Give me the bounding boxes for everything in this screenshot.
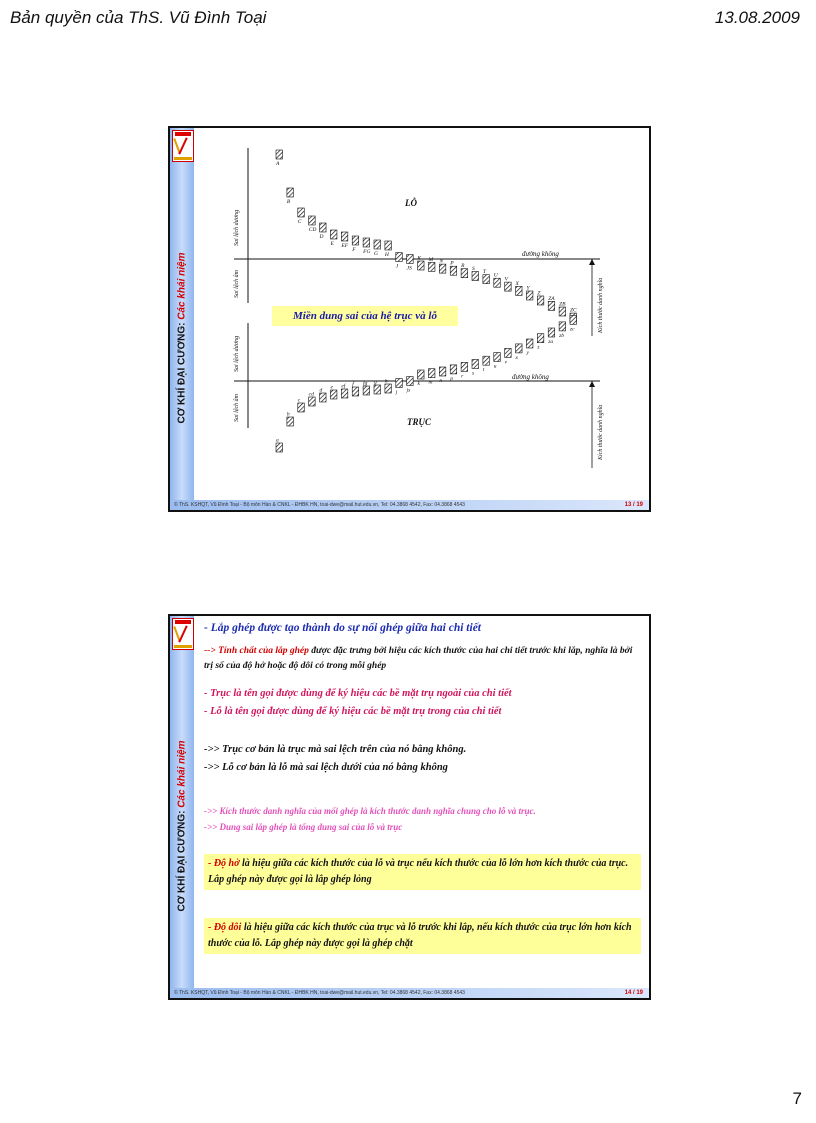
shaft-r-letter: r [461, 373, 464, 380]
hole-v-zone [505, 282, 512, 291]
hole-j-zone [396, 253, 403, 262]
shaft-f-letter: f [352, 381, 354, 388]
shaft-ef-zone [341, 389, 348, 398]
hole-p-zone [450, 266, 457, 275]
shaft-zc-zone [570, 315, 577, 324]
hole-r-letter: R [461, 263, 465, 270]
text-line-3: - Trục là tên gọi được dùng để ký hiệu các bề mặt trụ ngoài của chi tiết [204, 688, 512, 699]
hole-z-letter: Z [537, 290, 541, 297]
axis-upper-pos-label: Sai lệch dương [234, 209, 240, 246]
shaft-zc-letter: zc [570, 326, 575, 333]
hole-ef-zone [341, 232, 348, 241]
shaft-p-zone [450, 365, 457, 374]
shaft-t-zone [483, 356, 490, 365]
shaft-v-zone [505, 348, 512, 357]
hole-e-zone [330, 230, 337, 239]
hole-k-zone [418, 261, 425, 270]
hole-u-letter: U [493, 272, 498, 279]
hole-x-zone [516, 286, 523, 295]
shaft-u-zone [494, 353, 501, 362]
hole-n-letter: N [439, 258, 444, 265]
hole-h-letter: H [384, 252, 389, 258]
shaft-n-zone [439, 367, 446, 376]
shaft-j-letter: j [395, 389, 398, 396]
shaft-u-letter: u [493, 363, 497, 370]
hole-c-letter: C [297, 219, 302, 225]
hole-m-zone [428, 262, 435, 271]
shaft-g-letter: g [374, 379, 377, 386]
hole-y-zone [526, 291, 533, 300]
hole-z-zone [537, 296, 544, 305]
hole-v-letter: V [504, 276, 509, 283]
shaft-cd-zone [309, 397, 316, 406]
slide-number: 13 / 19 [624, 502, 643, 508]
shaft-e-letter: e [330, 384, 333, 391]
shaft-js-zone [407, 377, 414, 386]
hole-cd-zone [309, 216, 316, 225]
shaft-k-zone [418, 370, 425, 379]
hole-f-letter: F [352, 247, 356, 253]
slide-number: 14 / 19 [624, 990, 643, 996]
hole-m-letter: M [428, 256, 434, 263]
shaft-m-letter: m [428, 379, 433, 386]
text-line-7: ->> Kích thước danh nghĩa của mối ghép là kích thước danh nghĩa chung cho lỗ và trục. [204, 806, 536, 816]
hole-ef-letter: EF [341, 243, 349, 249]
slide-sidebar [170, 128, 194, 510]
shaft-k-letter: k [417, 381, 421, 387]
text-line-5: ->> Trục cơ bản là trục mà sai lệch trên của nó bằng không. [204, 744, 467, 755]
shaft-v-letter: v [504, 359, 508, 366]
hole-zc-letter: ZC [570, 307, 577, 314]
diagram-caption: Miền dung sai của hệ trục và lỗ [272, 306, 458, 326]
shaft-fg-zone [363, 386, 370, 395]
shaft-g-zone [374, 385, 381, 394]
axis-upper-neg-label: Sai lệch âm [234, 270, 240, 298]
shaft-label: TRỤC [407, 417, 432, 427]
shaft-p-letter: p [450, 375, 453, 382]
hole-label: LỖ [405, 198, 417, 208]
shaft-ef-letter: ef [341, 383, 346, 390]
hole-n-zone [439, 264, 446, 273]
slide-14 [168, 614, 651, 1000]
shaft-d-zone [320, 393, 327, 402]
hole-fg-letter: FG [363, 249, 371, 255]
slide-13 [168, 126, 651, 512]
hole-r-zone [461, 269, 468, 278]
zero-line-label-lower: đường không [512, 373, 549, 381]
shaft-z-letter: z [537, 344, 540, 351]
hole-js-letter: JS [406, 265, 412, 272]
shaft-y-letter: y [526, 350, 529, 356]
shaft-n-letter: n [439, 378, 443, 384]
page-number: 7 [792, 1089, 802, 1108]
shaft-a-zone [276, 443, 283, 452]
hole-y-letter: Y [526, 285, 530, 292]
hole-f-zone [352, 236, 359, 245]
shaft-cd-letter: cd [308, 391, 314, 398]
shaft-h-zone [385, 384, 392, 393]
slide-footer: © ThS. KSHQT, Vũ Đình Toại - Bộ môn Hàn & CNKL - ĐHBK HN, toai-dwe@mail.hut.edu.vn, Tel: 04.3868 4542, Fax: 04.3868 4543 14 / 19 [170, 988, 649, 998]
shaft-zb-letter: zb [559, 332, 565, 339]
shaft-r-zone [461, 362, 468, 371]
hole-za-zone [548, 301, 555, 310]
shaft-t-letter: t [482, 367, 485, 374]
shaft-b-zone [287, 417, 294, 426]
text-line-6: ->> Lỗ cơ bản là lỗ mà sai lệch dưới của nó bằng không [204, 762, 448, 773]
hole-x-letter: X [515, 280, 519, 287]
hole-c-zone [298, 208, 305, 217]
shaft-s-letter: s [472, 370, 475, 377]
shaft-b-letter: b [286, 411, 290, 418]
hole-s-letter: S [472, 266, 475, 272]
shaft-h-letter: h [384, 378, 388, 385]
hole-d-letter: D [319, 234, 324, 240]
shaft-x-letter: x [515, 354, 519, 361]
hole-za-letter: ZA [548, 295, 555, 302]
shaft-js-letter: js [406, 387, 411, 394]
shaft-fg-letter: fg [363, 380, 368, 387]
hole-zb-zone [559, 307, 566, 316]
shaft-d-letter: d [319, 387, 323, 394]
hole-s-zone [472, 272, 479, 281]
hole-d-zone [320, 223, 327, 232]
hole-zb-letter: ZB [559, 301, 566, 308]
slide-14-content [200, 616, 643, 988]
axis-lower-pos-label: Sai lệch dương [234, 335, 240, 372]
slide-footer: © ThS. KSHQT, Vũ Đình Toại - Bộ môn Hàn & CNKL - ĐHBK HN, toai-dwe@mail.hut.edu.vn, Tel: 04.3868 4542, Fax: 04.3868 4543 13 / 19 [170, 500, 649, 510]
shaft-za-letter: za [548, 339, 554, 345]
hole-p-letter: P [450, 260, 454, 267]
hole-e-letter: E [330, 241, 334, 247]
sidebar-title: CƠ KHÍ ĐẠI CƯƠNG: Các khái niệm [176, 740, 188, 912]
text-line-4: - Lỗ là tên gọi được dùng để ký hiệu các bề mặt trụ trong của chi tiết [204, 706, 502, 717]
shaft-za-zone [548, 328, 555, 337]
text-interference: - Độ dôi là hiệu giữa các kích thước của trục và lỗ trước khi lắp, nếu kích thước của trục lớn hơn kích thước của lỗ. Lắp ghép này được gọi là ghép chặt [204, 918, 641, 954]
axis-lower-neg-label: Sai lệch âm [234, 394, 240, 422]
hole-b-zone [287, 188, 294, 197]
hole-b-letter: B [286, 199, 291, 205]
hole-u-zone [494, 278, 501, 287]
nominal-label-lower: Kích thước danh nghĩa [598, 404, 604, 460]
page-header-date: 13.08.2009 [714, 8, 800, 27]
shaft-f-zone [352, 387, 359, 396]
text-line-8: ->> Dung sai lắp ghép là tổng dung sai của lỗ và trục [204, 822, 403, 832]
hole-g-letter: G [374, 251, 378, 257]
hole-g-zone [374, 240, 381, 249]
shaft-c-letter: c [297, 397, 301, 404]
shaft-e-zone [330, 390, 337, 399]
hole-j-letter: J [395, 263, 399, 270]
university-logo-icon [172, 130, 194, 162]
hole-k-letter: K [417, 255, 422, 262]
shaft-j-zone [396, 379, 403, 388]
hole-t-zone [483, 275, 490, 284]
nominal-label-upper: Kích thước danh nghĩa [598, 277, 604, 333]
shaft-s-zone [472, 360, 479, 369]
hole-cd-letter: CD [308, 227, 317, 233]
shaft-zb-zone [559, 322, 566, 331]
hole-js-zone [407, 255, 414, 264]
page-header-copyright: Bản quyền của ThS. Vũ Đình Toại [10, 8, 267, 27]
shaft-y-zone [526, 339, 533, 348]
shaft-m-zone [428, 369, 435, 378]
hole-t-letter: T [482, 269, 486, 276]
shaft-a-letter: a [276, 437, 279, 444]
shaft-c-zone [298, 403, 305, 412]
slide-sidebar [170, 616, 194, 998]
shaft-x-zone [516, 344, 523, 353]
hole-a-zone [276, 150, 283, 159]
hole-h-zone [385, 241, 392, 250]
zero-line-label-upper: đường không [522, 250, 559, 258]
text-clearance: - Độ hở là hiệu giữa các kích thước của lỗ và trục nếu kích thước của lỗ lớn hơn kích thước của trục. Lắp ghép này được gọi là lắp ghép lỏng [204, 854, 641, 890]
text-line-2: --> Tính chất của lắp ghép được đặc trưng bởi hiệu các kích thước của hai chi tiết trước khi lắp, nghĩa là bởi trị số của độ hở hoặc độ dôi có trong mỗi ghép [204, 646, 633, 671]
slide-13-content [200, 128, 643, 500]
text-line-1: - Lắp ghép được tạo thành do sự nối ghép giữa hai chi tiết [204, 622, 481, 634]
hole-fg-zone [363, 238, 370, 247]
sidebar-title: CƠ KHÍ ĐẠI CƯƠNG: Các khái niệm [176, 252, 188, 424]
shaft-z-zone [537, 334, 544, 343]
hole-a-letter: A [276, 161, 280, 167]
university-logo-icon [172, 618, 194, 650]
